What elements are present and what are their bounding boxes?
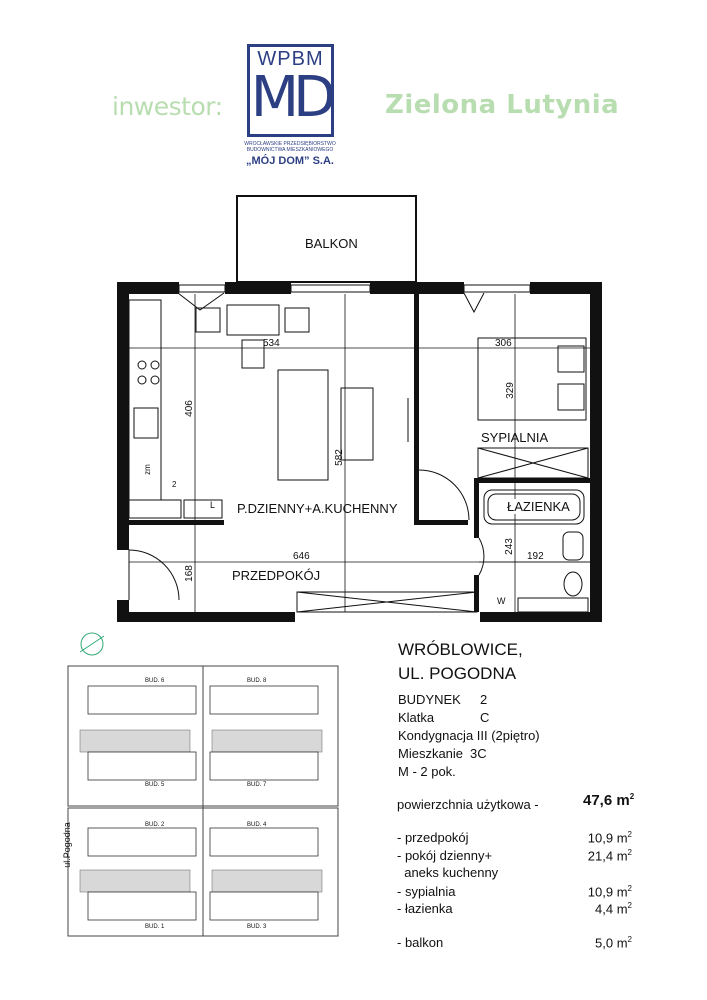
room-sypialnia: SYPIALNIA bbox=[481, 430, 549, 445]
area-unit: 2 bbox=[627, 935, 632, 944]
entry-wardrobe bbox=[297, 592, 477, 612]
room-lazienka: ŁAZIENKA bbox=[507, 499, 570, 514]
kondygnacja: Kondygnacja III (2piętro) bbox=[398, 728, 540, 743]
dimension-lines bbox=[129, 294, 590, 612]
room-dzienny: P.DZIENNY+A.KUCHENNY bbox=[237, 501, 398, 516]
interior-walls bbox=[129, 294, 592, 612]
room-balkon: BALKON bbox=[305, 236, 358, 251]
area-number-przedpokoj: 10,9 m bbox=[587, 830, 628, 846]
dim-306: 306 bbox=[495, 338, 512, 349]
location-line2: UL. POGODNA bbox=[398, 664, 517, 683]
area-label-dzienny: - pokój dzienny+ bbox=[397, 848, 493, 863]
area-value-sypialnia bbox=[572, 884, 632, 899]
dim-168: 168 bbox=[183, 565, 195, 582]
investor-label: inwestor: bbox=[112, 92, 223, 121]
area-label-sypialnia: - sypialnia bbox=[397, 884, 456, 899]
budynek-label: BUDYNEK bbox=[398, 692, 461, 707]
bud-5: BUD. 5 bbox=[145, 782, 165, 788]
area-unit: 2 bbox=[627, 901, 632, 910]
budynek-value: 2 bbox=[480, 692, 488, 707]
area-value-balkon bbox=[572, 935, 632, 950]
room-przedpokoj: PRZEDPOKÓJ bbox=[232, 568, 321, 583]
dim-192: 192 bbox=[527, 551, 544, 562]
bud-1: BUD. 1 bbox=[145, 924, 165, 930]
logo-wpbm: WPBM bbox=[257, 48, 324, 70]
area-number-lazienka: 4,4 m bbox=[595, 901, 628, 917]
area-value-przedpokoj bbox=[572, 830, 632, 845]
bud-3: BUD. 3 bbox=[247, 924, 267, 930]
klatka-value: C bbox=[480, 710, 490, 725]
logo-subtitle-line1: WROCŁAWSKIE PRZEDSIĘBIORSTWO bbox=[244, 141, 336, 147]
klatka-label: Klatka bbox=[398, 710, 435, 725]
area-unit: 2 bbox=[627, 848, 632, 857]
total-area-label: powierzchnia użytkowa - bbox=[397, 797, 539, 812]
bedroom-furniture bbox=[478, 338, 588, 478]
logo-subtitle-line2: BUDOWNICTWA MIESZKANIOWEGO bbox=[246, 147, 334, 153]
area-value-lazienka bbox=[572, 901, 632, 916]
area-label-lazienka: - łazienka bbox=[397, 901, 453, 916]
bud-6: BUD. 6 bbox=[145, 678, 165, 684]
area-number-balkon: 5,0 m bbox=[595, 935, 628, 951]
bud-2: BUD. 2 bbox=[145, 822, 165, 828]
bud-4: BUD. 4 bbox=[247, 822, 267, 828]
dim-646: 646 bbox=[293, 551, 310, 562]
area-label-przedpokoj: - przedpokój bbox=[397, 830, 469, 845]
area-unit: 2 bbox=[627, 830, 632, 839]
label-w: W bbox=[497, 596, 506, 606]
dim-582: 582 bbox=[333, 449, 345, 466]
location-line1: WRÓBLOWICE, bbox=[398, 640, 523, 659]
room-count: M - 2 pok. bbox=[398, 764, 456, 779]
dim-406: 406 bbox=[183, 400, 195, 417]
total-area-value bbox=[583, 792, 634, 809]
logo-company: „MÓJ DOM” S.A. bbox=[245, 155, 334, 167]
logo-md: MD bbox=[250, 65, 331, 130]
dim-534: 534 bbox=[263, 338, 280, 349]
bud-8: BUD. 8 bbox=[247, 678, 267, 684]
label-zm: zm bbox=[142, 464, 152, 475]
total-area-unit: 2 bbox=[629, 792, 635, 801]
label-l: L bbox=[210, 500, 216, 510]
mieszkanie-value: 3C bbox=[470, 746, 487, 761]
area-number-dzienny: 21,4 m bbox=[587, 848, 628, 864]
area-label-aneks: aneks kuchenny bbox=[397, 865, 499, 880]
label-2: 2 bbox=[172, 480, 177, 489]
dim-329: 329 bbox=[504, 382, 516, 399]
site-plan bbox=[60, 630, 350, 950]
project-name: Zielona Lutynia bbox=[385, 90, 620, 120]
total-area-number: 47,6 m bbox=[583, 792, 630, 809]
mieszkanie-label: Mieszkanie bbox=[398, 746, 464, 761]
area-label-balkon: - balkon bbox=[397, 935, 444, 950]
area-number-sypialnia: 10,9 m bbox=[587, 884, 628, 900]
dim-243: 243 bbox=[503, 538, 515, 555]
bud-7: BUD. 7 bbox=[247, 782, 267, 788]
living-furniture bbox=[196, 305, 408, 480]
area-value-dzienny bbox=[572, 848, 632, 863]
street-label: ul.Pogodna bbox=[61, 822, 72, 868]
area-unit: 2 bbox=[627, 884, 632, 893]
